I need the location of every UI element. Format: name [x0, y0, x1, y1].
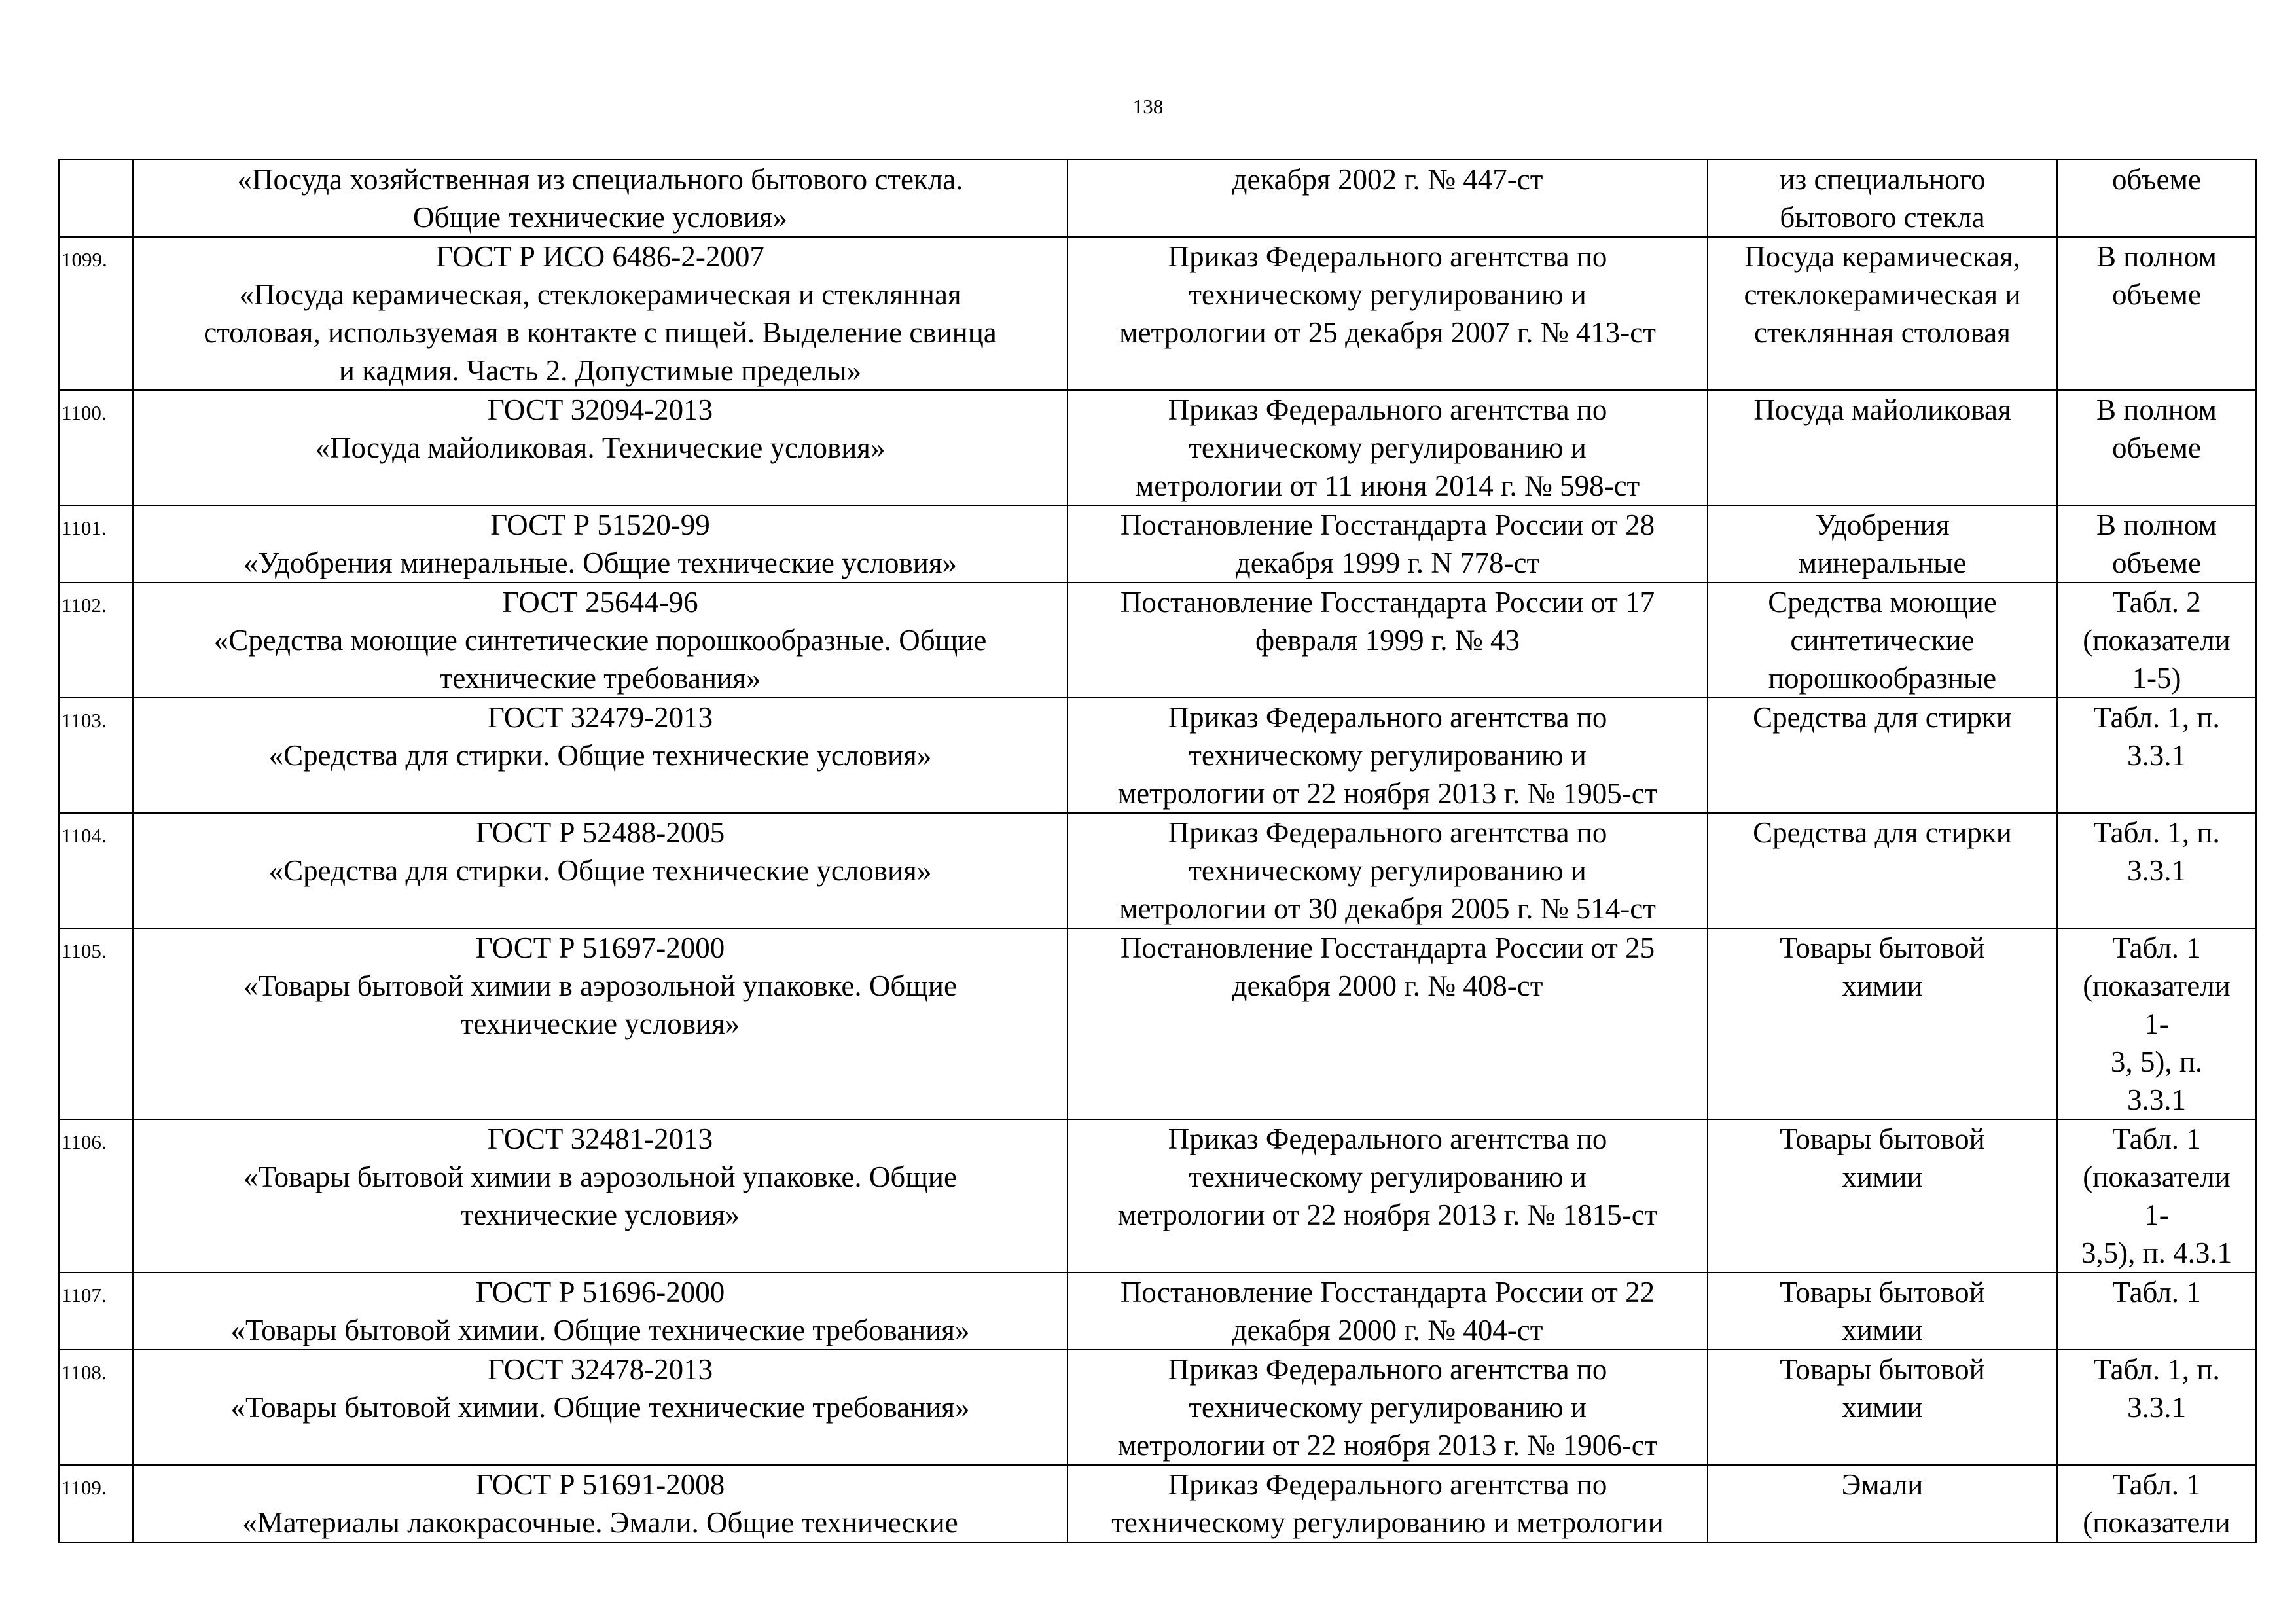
cell-line: Средства для стирки [1753, 701, 2012, 734]
cell-line: 3.3.1 [2127, 1083, 2186, 1116]
cell-line: В полном [2096, 240, 2217, 273]
approval-act-cell [1067, 1272, 1708, 1350]
document-cell [133, 698, 1067, 813]
cell-line: ГОСТ 32478-2013 [487, 1353, 713, 1386]
scope-cell [2057, 1119, 2256, 1272]
scope-cell [2057, 813, 2256, 928]
scope-cell [2057, 505, 2256, 583]
cell-line: из специального [1779, 163, 1986, 196]
cell-line: 1- [2144, 1199, 2169, 1231]
cell-line: Средства для стирки [1753, 816, 2012, 849]
cell-line: Приказ Федерального агентства по [1168, 816, 1607, 849]
object-cell [1708, 813, 2057, 928]
cell-line: Табл. 1, п. [2093, 816, 2220, 849]
cell-line: столовая, используемая в контакте с пищей. Выделение свинца [204, 316, 997, 349]
cell-line: Табл. 1 [2112, 1123, 2201, 1155]
cell-line: метрологии от 22 ноября 2013 г. № 1905-ст [1117, 777, 1658, 810]
table-row [59, 1465, 2256, 1542]
object-cell [1708, 390, 2057, 505]
cell-line: декабря 2000 г. № 408-ст [1232, 969, 1543, 1002]
cell-line: техническому регулированию и [1189, 431, 1587, 464]
cell-line: «Посуда хозяйственная из специального бытового стекла. [237, 163, 963, 196]
approval-act-cell [1067, 390, 1708, 505]
cell-line: Товары бытовой [1780, 931, 1985, 964]
approval-act-cell [1067, 1465, 1708, 1542]
row-number: 1103. [59, 698, 133, 813]
cell-line: химии [1842, 1314, 1923, 1346]
cell-line: Приказ Федерального агентства по [1168, 240, 1607, 273]
cell-line: Постановление Госстандарта России от 17 [1120, 586, 1655, 619]
table-row [59, 928, 2256, 1119]
row-number: 1101. [59, 505, 133, 583]
table-row [59, 1119, 2256, 1272]
approval-act-cell [1067, 583, 1708, 698]
scope-cell [2057, 237, 2256, 390]
cell-line: Табл. 1 [2112, 931, 2201, 964]
cell-line: В полном [2096, 393, 2217, 426]
cell-line: бытового стекла [1780, 201, 1985, 234]
object-cell [1708, 1465, 2057, 1542]
cell-line: ГОСТ Р 51696-2000 [475, 1276, 725, 1308]
cell-line: Товары бытовой [1780, 1276, 1985, 1308]
cell-line: ГОСТ 32094-2013 [487, 393, 713, 426]
approval-act-cell [1067, 160, 1708, 237]
cell-line: техническому регулированию и [1189, 1391, 1587, 1424]
cell-line: метрологии от 22 ноября 2013 г. № 1906-ст [1117, 1429, 1658, 1462]
scope-cell [2057, 1465, 2256, 1542]
cell-line: февраля 1999 г. № 43 [1255, 624, 1520, 657]
cell-line: «Посуда майоликовая. Технические условия» [315, 431, 886, 464]
object-cell [1708, 505, 2057, 583]
cell-line: ГОСТ Р 51691-2008 [475, 1468, 725, 1501]
document-cell [133, 583, 1067, 698]
cell-line: техническому регулированию и [1189, 1161, 1587, 1193]
document-cell [133, 1272, 1067, 1350]
approval-act-cell [1067, 928, 1708, 1119]
cell-line: метрологии от 22 ноября 2013 г. № 1815-ст [1117, 1199, 1658, 1231]
cell-line: Товары бытовой [1780, 1353, 1985, 1386]
page-number: 138 [1132, 95, 1164, 118]
cell-line: «Товары бытовой химии. Общие технические требования» [230, 1391, 970, 1424]
scope-cell [2057, 1350, 2256, 1465]
cell-line: Эмали [1841, 1468, 1924, 1501]
row-number [59, 160, 133, 237]
cell-line: «Удобрения минеральные. Общие технические условия» [243, 547, 958, 579]
cell-line: стеклянная столовая [1754, 316, 2011, 349]
cell-line: (показатели [2083, 624, 2231, 657]
document-cell [133, 1350, 1067, 1465]
cell-line: объеме [2112, 547, 2201, 579]
cell-line: техническому регулированию и [1189, 278, 1587, 311]
row-number: 1100. [59, 390, 133, 505]
row-number: 1107. [59, 1272, 133, 1350]
cell-line: технические условия» [460, 1199, 740, 1231]
row-number: 1108. [59, 1350, 133, 1465]
cell-line: Приказ Федерального агентства по [1168, 1123, 1607, 1155]
cell-line: «Средства для стирки. Общие технические условия» [268, 854, 932, 887]
cell-line: технические требования» [439, 662, 761, 695]
cell-line: (показатели [2083, 1161, 2231, 1193]
cell-line: химии [1842, 969, 1923, 1002]
cell-line: Табл. 1, п. [2093, 701, 2220, 734]
cell-line: Посуда керамическая, [1744, 240, 2020, 273]
cell-line: 3,5), п. 4.3.1 [2081, 1236, 2233, 1269]
object-cell [1708, 583, 2057, 698]
object-cell [1708, 928, 2057, 1119]
cell-line: «Средства для стирки. Общие технические условия» [268, 739, 932, 772]
cell-line: Постановление Госстандарта России от 25 [1120, 931, 1655, 964]
cell-line: 3.3.1 [2127, 739, 2186, 772]
cell-line: «Товары бытовой химии в аэрозольной упаковке. Общие [243, 969, 957, 1002]
cell-line: объеме [2112, 431, 2201, 464]
cell-line: Приказ Федерального агентства по [1168, 1353, 1607, 1386]
document-cell [133, 160, 1067, 237]
cell-line: декабря 1999 г. N 778-ст [1235, 547, 1540, 579]
document-cell [133, 505, 1067, 583]
cell-line: декабря 2000 г. № 404-ст [1232, 1314, 1543, 1346]
cell-line: метрологии от 11 июня 2014 г. № 598-ст [1135, 469, 1640, 502]
cell-line: ГОСТ 32481-2013 [487, 1123, 713, 1155]
row-number: 1099. [59, 237, 133, 390]
object-cell [1708, 1272, 2057, 1350]
cell-line: 3.3.1 [2127, 854, 2186, 887]
cell-line: Приказ Федерального агентства по [1168, 393, 1607, 426]
cell-line: «Товары бытовой химии. Общие технические требования» [230, 1314, 970, 1346]
cell-line: химии [1842, 1391, 1923, 1424]
cell-line: Постановление Госстандарта России от 28 [1120, 509, 1655, 541]
cell-line: Удобрения [1815, 509, 1950, 541]
scope-cell [2057, 160, 2256, 237]
cell-line: ГОСТ Р 51520-99 [490, 509, 710, 541]
cell-line: минеральные [1798, 547, 1967, 579]
object-cell [1708, 698, 2057, 813]
cell-line: декабря 2002 г. № 447-ст [1232, 163, 1543, 196]
cell-line: «Товары бытовой химии в аэрозольной упаковке. Общие [243, 1161, 957, 1193]
table-row [59, 505, 2256, 583]
approval-act-cell [1067, 1350, 1708, 1465]
table-row [59, 583, 2256, 698]
approval-act-cell [1067, 813, 1708, 928]
scope-cell [2057, 698, 2256, 813]
cell-line: «Средства моющие синтетические порошкообразные. Общие [213, 624, 987, 657]
approval-act-cell [1067, 698, 1708, 813]
row-number: 1102. [59, 583, 133, 698]
cell-line: ГОСТ Р ИСО 6486-2-2007 [436, 240, 764, 273]
approval-act-cell [1067, 237, 1708, 390]
cell-line: Табл. 1, п. [2093, 1353, 2220, 1386]
cell-line: В полном [2096, 509, 2217, 541]
table-row [59, 813, 2256, 928]
scope-cell [2057, 1272, 2256, 1350]
cell-line: техническому регулированию и [1189, 854, 1587, 887]
table-row [59, 698, 2256, 813]
scope-cell [2057, 390, 2256, 505]
document-cell [133, 928, 1067, 1119]
cell-line: метрологии от 25 декабря 2007 г. № 413-ст [1119, 316, 1656, 349]
cell-line: (показатели [2083, 1506, 2231, 1539]
cell-line: объеме [2112, 278, 2201, 311]
table-row [59, 390, 2256, 505]
row-number: 1109. [59, 1465, 133, 1542]
cell-line: объеме [2112, 163, 2201, 196]
cell-line: 3, 5), п. [2110, 1045, 2203, 1078]
cell-line: синтетические [1790, 624, 1975, 657]
document-cell [133, 1465, 1067, 1542]
cell-line: порошкообразные [1768, 662, 1997, 695]
object-cell [1708, 160, 2057, 237]
cell-line: техническому регулированию и [1189, 739, 1587, 772]
document-cell [133, 1119, 1067, 1272]
document-cell [133, 237, 1067, 390]
object-cell [1708, 237, 2057, 390]
cell-line: химии [1842, 1161, 1923, 1193]
cell-line: Средства моющие [1768, 586, 1997, 619]
cell-line: «Посуда керамическая, стеклокерамическая и стеклянная [239, 278, 961, 311]
cell-line: техническому регулированию и метрологии [1111, 1506, 1664, 1539]
document-cell [133, 813, 1067, 928]
cell-line: Общие технические условия» [413, 201, 787, 234]
cell-line: ГОСТ 32479-2013 [487, 701, 713, 734]
cell-line: Товары бытовой [1780, 1123, 1985, 1155]
approval-act-cell [1067, 1119, 1708, 1272]
cell-line: Приказ Федерального агентства по [1168, 701, 1607, 734]
cell-line: стеклокерамическая и [1744, 278, 2021, 311]
scope-cell [2057, 928, 2256, 1119]
cell-line: Табл. 2 [2112, 586, 2201, 619]
approval-act-cell [1067, 505, 1708, 583]
row-number: 1106. [59, 1119, 133, 1272]
table-row [59, 237, 2256, 390]
cell-line: метрологии от 30 декабря 2005 г. № 514-ст [1119, 892, 1656, 925]
table-row [59, 1272, 2256, 1350]
cell-line: Посуда майоликовая [1753, 393, 2011, 426]
table-row [59, 160, 2256, 237]
cell-line: ГОСТ Р 52488-2005 [475, 816, 725, 849]
object-cell [1708, 1119, 2057, 1272]
table-row [59, 1350, 2256, 1465]
cell-line: технические условия» [460, 1007, 740, 1040]
scope-cell [2057, 583, 2256, 698]
row-number: 1105. [59, 928, 133, 1119]
cell-line: 3.3.1 [2127, 1391, 2186, 1424]
cell-line: Табл. 1 [2112, 1468, 2201, 1501]
cell-line: Постановление Госстандарта России от 22 [1120, 1276, 1655, 1308]
cell-line: 1- [2144, 1007, 2169, 1040]
cell-line: «Материалы лакокрасочные. Эмали. Общие технические [242, 1506, 958, 1539]
cell-line: Табл. 1 [2112, 1276, 2201, 1308]
cell-line: Приказ Федерального агентства по [1168, 1468, 1607, 1501]
row-number: 1104. [59, 813, 133, 928]
cell-line: (показатели [2083, 969, 2231, 1002]
document-cell [133, 390, 1067, 505]
cell-line: 1-5) [2132, 662, 2181, 695]
standards-table [58, 159, 2257, 1543]
cell-line: ГОСТ Р 51697-2000 [475, 931, 725, 964]
cell-line: ГОСТ 25644-96 [502, 586, 698, 619]
cell-line: и кадмия. Часть 2. Допустимые пределы» [338, 354, 862, 387]
object-cell [1708, 1350, 2057, 1465]
